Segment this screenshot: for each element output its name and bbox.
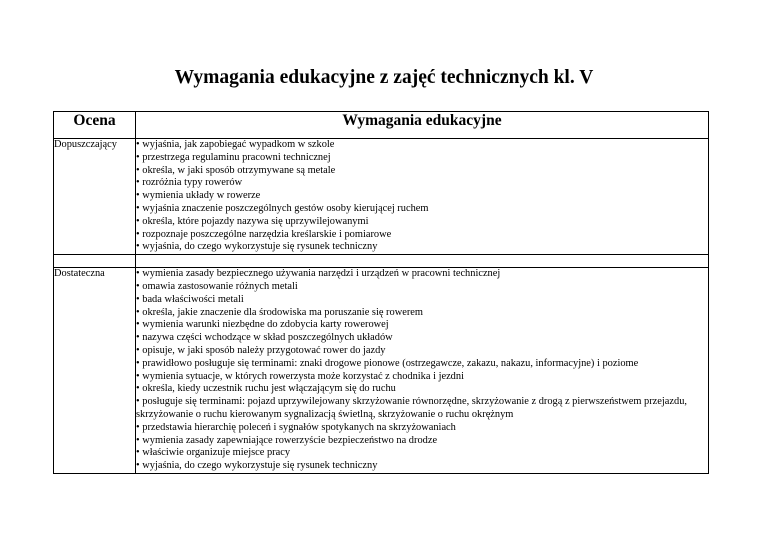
list-item: • rozpoznaje poszczególne narzędzia kreślarskie i pomiarowe bbox=[136, 229, 708, 242]
requirements-table bbox=[53, 111, 709, 474]
list-item: • określa, jakie znaczenie dla środowiska ma poruszanie się rowerem bbox=[136, 307, 708, 320]
list-item: • opisuje, w jaki sposób należy przygotować rower do jazdy bbox=[136, 345, 708, 358]
list-item: • przestrzega regulaminu pracowni technicznej bbox=[136, 152, 708, 165]
spacer-cell bbox=[54, 255, 136, 268]
list-item: • określa, w jaki sposób otrzymywane są metale bbox=[136, 165, 708, 178]
requirements-list bbox=[136, 139, 708, 254]
list-item: • omawia zastosowanie różnych metali bbox=[136, 281, 708, 294]
requirements-cell bbox=[136, 268, 709, 474]
list-item: • wyjaśnia, jak zapobiegać wypadkom w szkole bbox=[136, 139, 708, 152]
list-item: • określa, kiedy uczestnik ruchu jest włączającym się do ruchu bbox=[136, 383, 708, 396]
list-item: • wyjaśnia, do czego wykorzystuje się rysunek techniczny bbox=[136, 460, 708, 473]
list-item: • wyjaśnia znaczenie poszczególnych gestów osoby kierującej ruchem bbox=[136, 203, 708, 216]
grade-cell: Dopuszczający bbox=[54, 139, 136, 255]
list-item: • wymienia układy w rowerze bbox=[136, 190, 708, 203]
list-item: • określa, które pojazdy nazywa się uprzywilejowanymi bbox=[136, 216, 708, 229]
header-grade: Ocena bbox=[54, 112, 136, 139]
list-item: • przedstawia hierarchię poleceń i sygnałów spotykanych na skrzyżowaniach bbox=[136, 422, 708, 435]
header-requirements: Wymagania edukacyjne bbox=[136, 112, 709, 139]
grade-cell: Dostateczna bbox=[54, 268, 136, 474]
table-row bbox=[54, 268, 709, 474]
page-title: Wymagania edukacyjne z zajęć technicznych kl. V bbox=[174, 67, 594, 88]
list-item: • posługuje się terminami: pojazd uprzywilejowany skrzyżowanie równorzędne, skrzyżowanie z drogą z pierwszeństwem przejazdu, skrzyżowanie o ruchu kierowanym sygnalizacją świetlną, skrzyżowanie o ruchu okrężnym bbox=[136, 396, 708, 422]
list-item: • wymienia sytuacje, w których rowerzysta może korzystać z chodnika i jezdni bbox=[136, 371, 708, 384]
spacer-cell bbox=[136, 255, 709, 268]
table-row bbox=[54, 139, 709, 255]
list-item: • prawidłowo posługuje się terminami: znaki drogowe pionowe (ostrzegawcze, zakazu, nakazu, informacyjne) i poziome bbox=[136, 358, 708, 371]
requirements-cell bbox=[136, 139, 709, 255]
list-item: • właściwie organizuje miejsce pracy bbox=[136, 447, 708, 460]
list-item: • rozróżnia typy rowerów bbox=[136, 177, 708, 190]
list-item: • wyjaśnia, do czego wykorzystuje się rysunek techniczny bbox=[136, 241, 708, 254]
list-item: • wymienia warunki niezbędne do zdobycia karty rowerowej bbox=[136, 319, 708, 332]
list-item: • nazywa części wchodzące w skład poszczególnych układów bbox=[136, 332, 708, 345]
list-item: • wymienia zasady bezpiecznego używania narzędzi i urządzeń w pracowni technicznej bbox=[136, 268, 708, 281]
requirements-list bbox=[136, 268, 708, 473]
table-header-row bbox=[54, 112, 709, 139]
list-item: • bada właściwości metali bbox=[136, 294, 708, 307]
spacer-row bbox=[54, 255, 709, 268]
list-item: • wymienia zasady zapewniające rowerzyście bezpieczeństwo na drodze bbox=[136, 435, 708, 448]
